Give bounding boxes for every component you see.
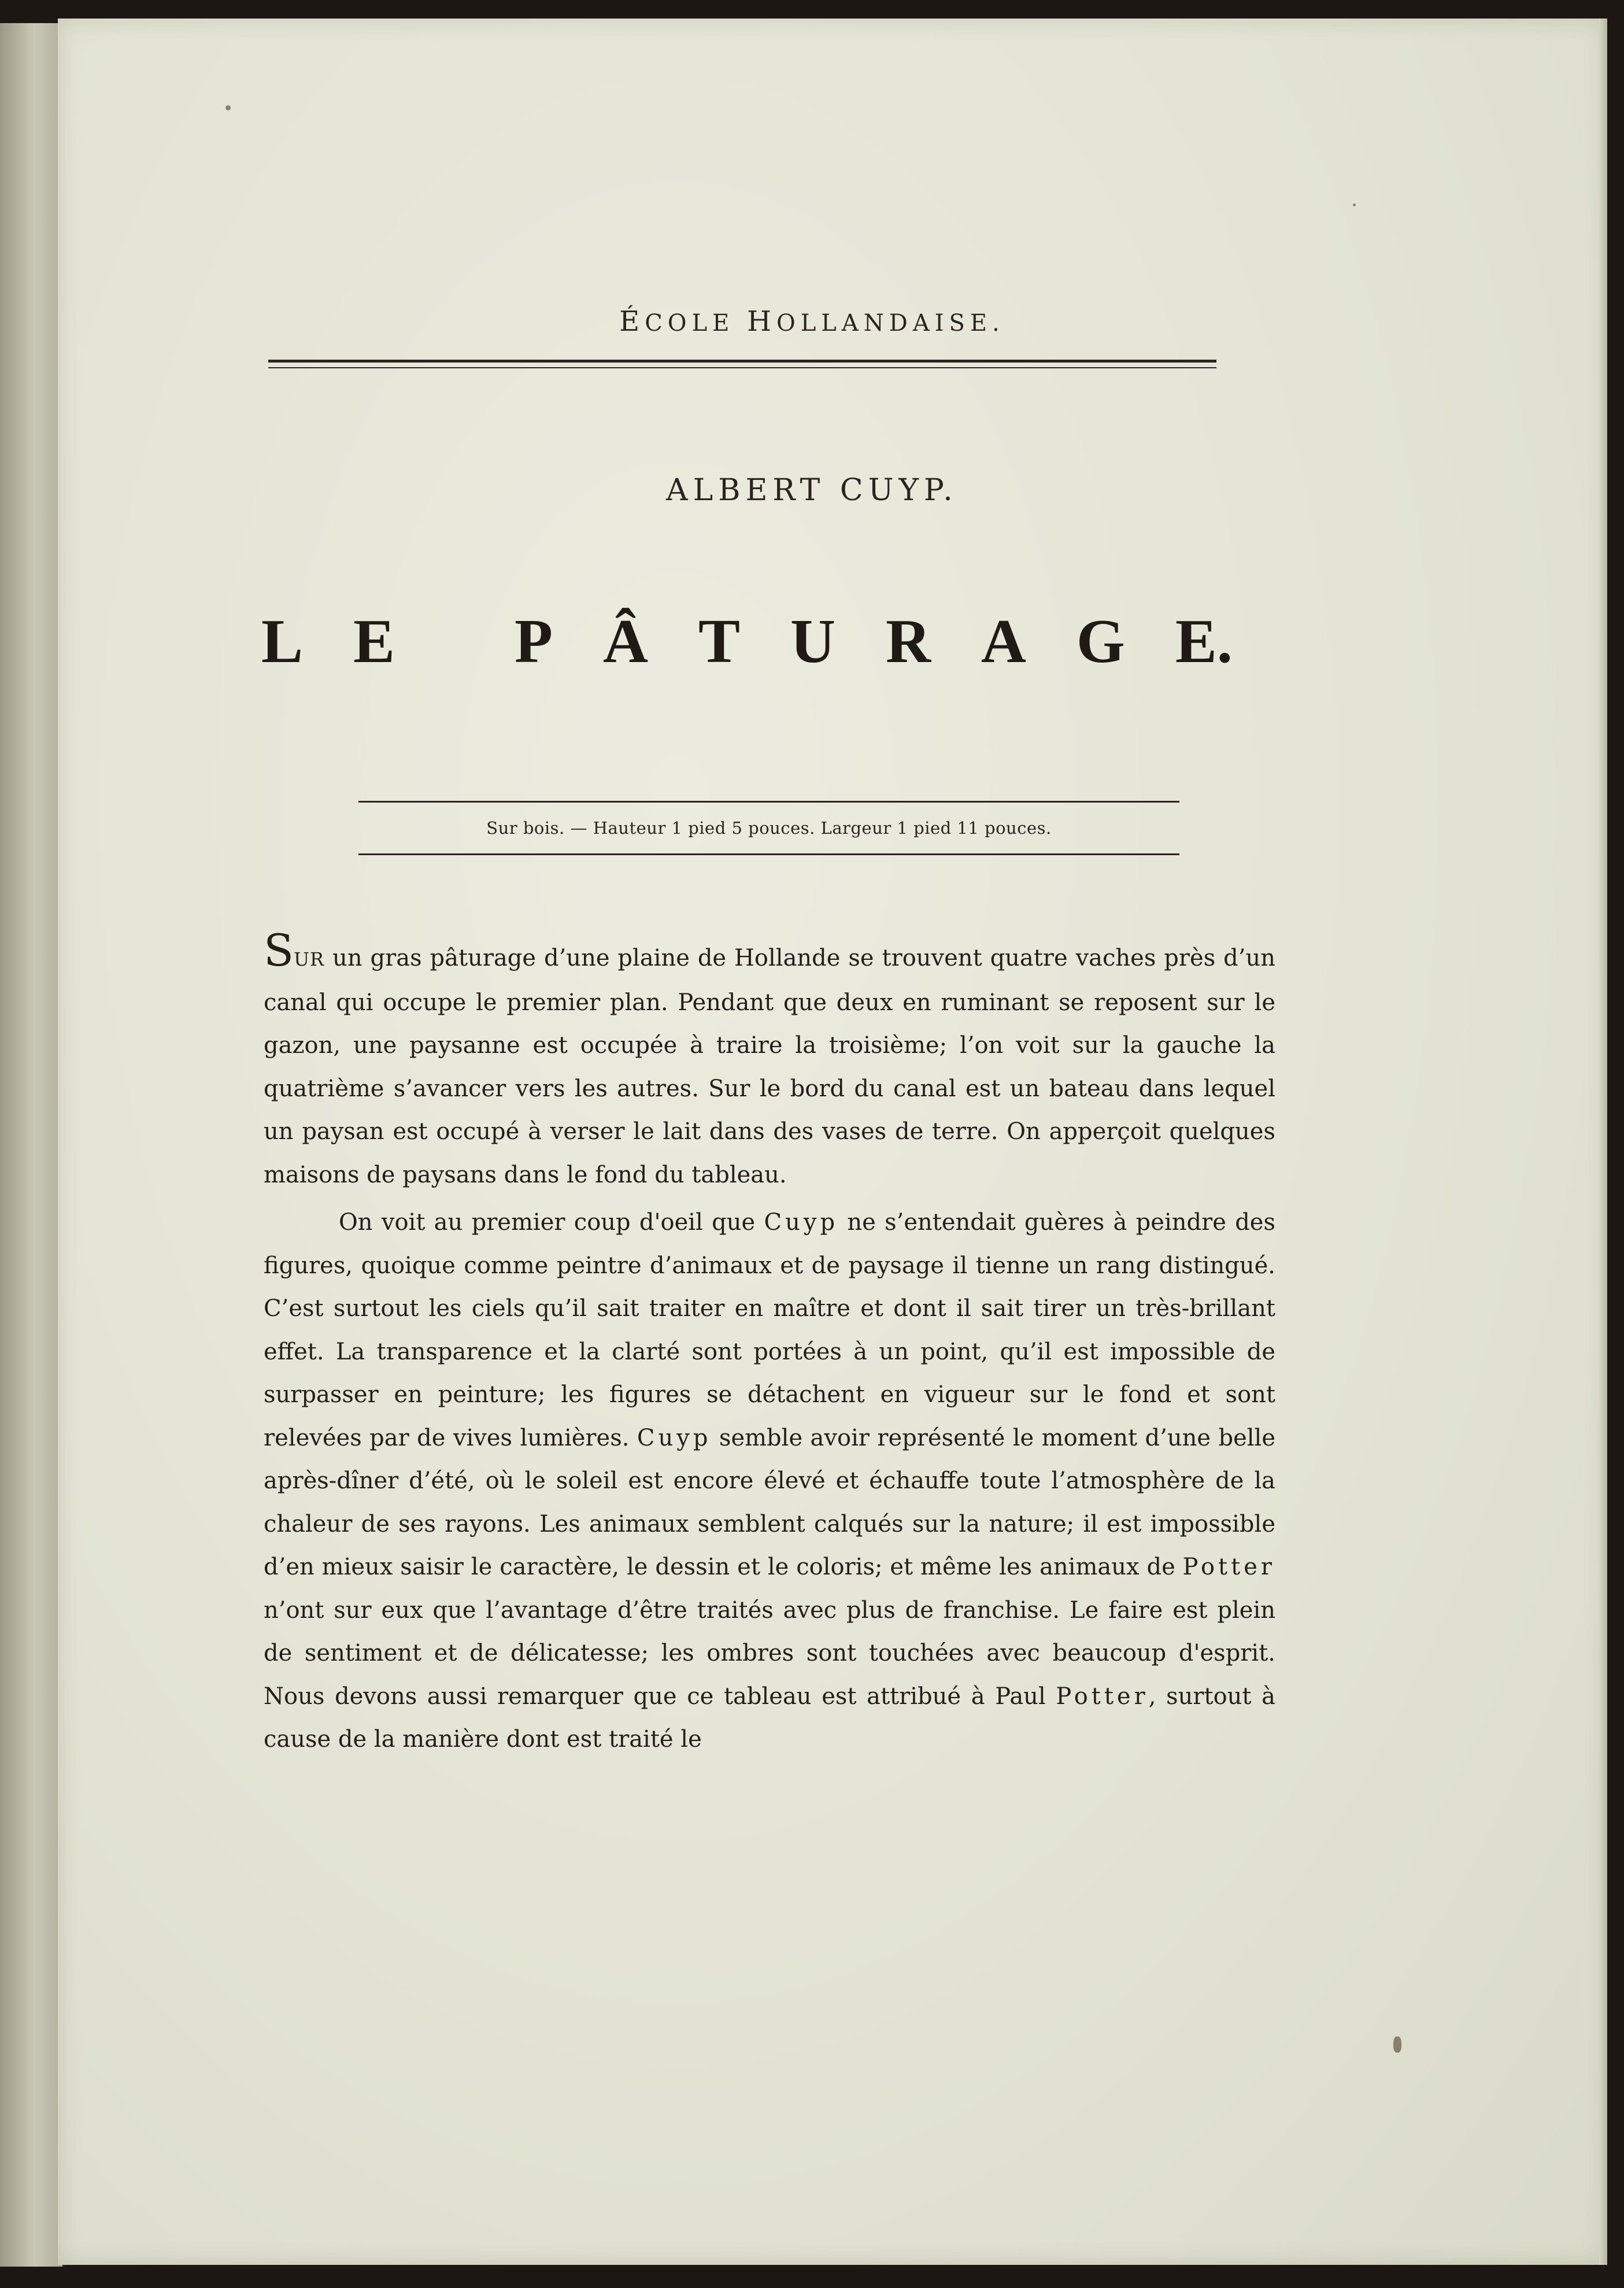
dimensions-caption <box>358 801 1179 855</box>
title-letter: E <box>353 607 395 676</box>
paper-speck <box>225 105 231 110</box>
artist-ref: Cuyp <box>637 1424 712 1451</box>
artist-ref: Cuyp <box>764 1209 839 1236</box>
drop-cap-rest: UR <box>294 948 325 970</box>
title-letter: A <box>981 607 1026 676</box>
artist-ref: Potter <box>1182 1554 1275 1580</box>
header-initial: É <box>619 305 645 338</box>
p2-segment: On voit au premier coup d'oeil que <box>339 1209 764 1236</box>
dimensions-text: Sur bois. — Hauteur 1 pied 5 pouces. Largeur 1 pied 11 pouces. <box>486 818 1052 838</box>
description-text <box>264 925 1276 1761</box>
paper-speck <box>1393 2036 1401 2053</box>
artwork-title <box>261 606 1233 678</box>
p2-segment: n’ont sur eux que l’avantage d’être traités avec plus de franchise. Le faire est plein de sentiment et de délicatesse; les ombres sont touchées avec beaucoup d'esprit. Nous devons aussi remarquer que ce tableau est attribué à Paul <box>264 1596 1275 1710</box>
title-letter: P <box>515 607 553 676</box>
header-word: COLE <box>645 310 735 337</box>
title-letter: U <box>790 607 835 676</box>
drop-cap: S <box>264 925 294 976</box>
facing-page-edge <box>0 23 65 2267</box>
paragraph-1-text: un gras pâturage d’une plaine de Hollande se trouvent quatre vaches près d’un canal qui occupe le premier plan. Pendant que deux en ruminant se reposent sur le gazon, une paysanne est occupée à traire la troisième; l’on voit sur la gauche la quatrième s’avancer vers les autres. Sur le bord du canal est un bateau dans lequel un paysan est occupé à verser le lait dans des vases de terre. On apperçoit quelques maisons de paysans dans le fond du tableau. <box>264 945 1275 1188</box>
paper-speck <box>1353 204 1356 206</box>
title-letter: T <box>698 607 740 676</box>
page-fore-edge <box>1599 19 1607 2265</box>
title-letter: E. <box>1175 607 1233 676</box>
artist-ref: Potter <box>1056 1683 1149 1710</box>
section-header <box>0 305 1624 338</box>
artist-name: ALBERT CUYP. <box>666 473 958 508</box>
header-word-2: OLLANDAISE. <box>776 310 1005 337</box>
title-letter: R <box>885 607 931 676</box>
double-rule <box>268 360 1216 368</box>
paragraph-1 <box>264 925 1275 1196</box>
header-initial-2: H <box>747 305 776 338</box>
p2-segment: , surtout à cause de la manière dont est traité le <box>264 1683 1276 1753</box>
p2-segment: ne s’entendait guères à peindre des figures, quoique comme peintre d’animaux et de paysage il tienne un rang distingué. C’est surtout les ciels qu’il sait traiter en maître et dont il sait tirer un très-brillant effet. La transparence et la clarté sont portées à un point, qu’il est impossible de surpasser en peinture; les figures se détachent en vigueur sur le fond et sont relevées par de vives lumières. <box>264 1209 1276 1451</box>
title-letter: G <box>1076 607 1125 676</box>
paragraph-2 <box>264 1201 1275 1761</box>
p2-segment: semble avoir représenté le moment d’une belle après-dîner d’été, où le soleil est encore élevé et échauffe toute l’atmosphère de la chaleur de ses rayons. Les animaux semblent calqués sur la nature; il est impossible d’en mieux saisir le caractère, le dessin et le coloris; et même les animaux de <box>264 1424 1275 1580</box>
title-letter: L <box>261 607 304 676</box>
title-letter: Â <box>602 607 648 676</box>
